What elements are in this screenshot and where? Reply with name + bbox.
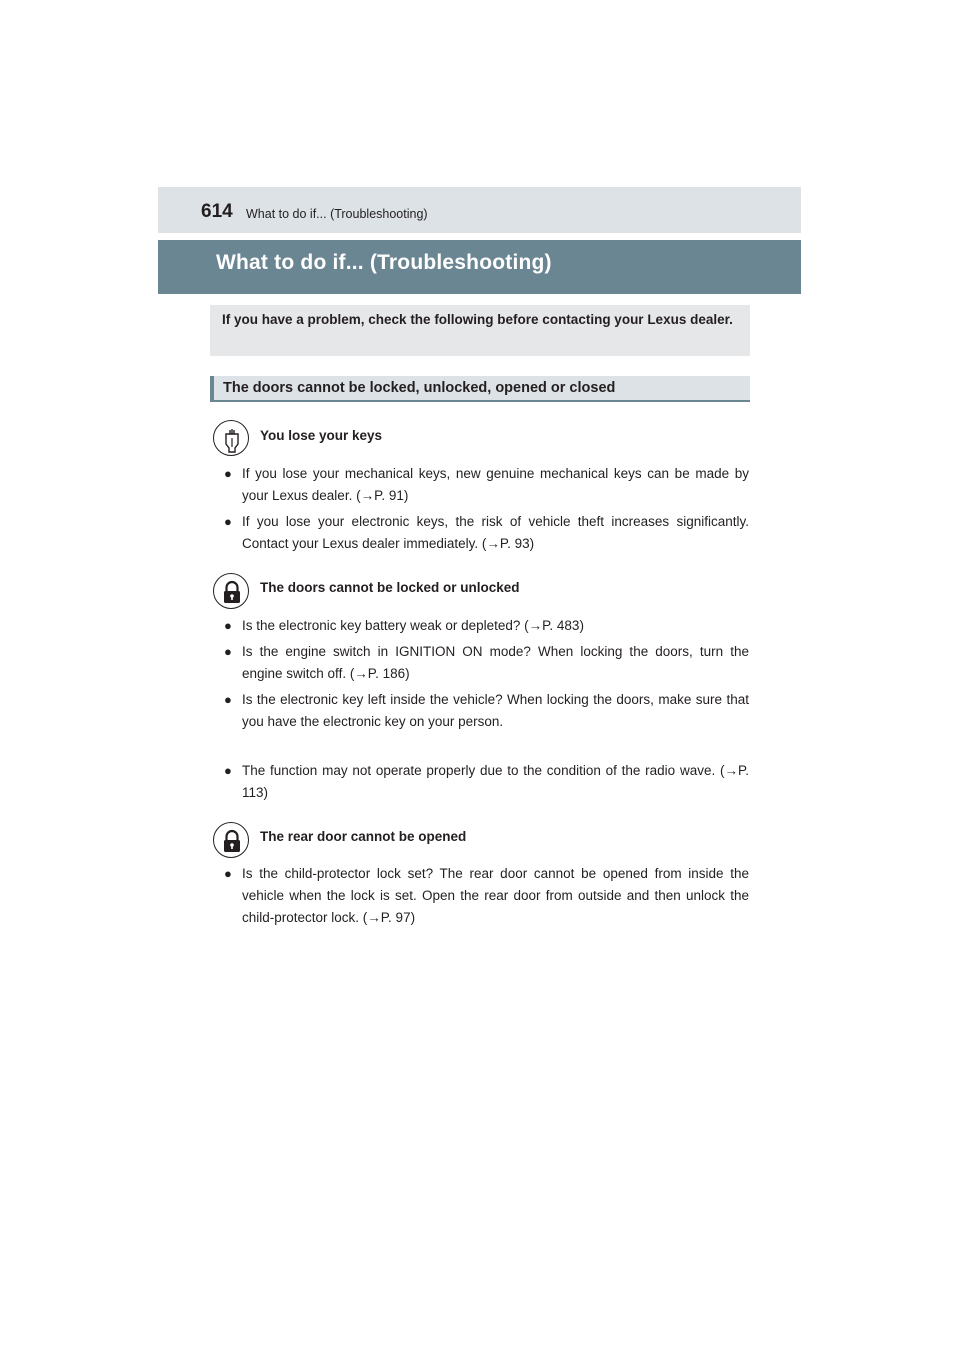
list-item: ● Is the electronic key left inside the vehicle? When locking the doors, make sure that you have the electronic key on your person. xyxy=(224,689,749,733)
subsection-heading: The doors cannot be locked or unlocked xyxy=(260,580,520,595)
subsection-heading: The rear door cannot be opened xyxy=(260,829,467,844)
key-icon xyxy=(213,420,249,456)
running-title: What to do if... (Troubleshooting) xyxy=(246,207,428,221)
section-heading: The doors cannot be locked, unlocked, opened or closed xyxy=(223,380,616,396)
page-number: 614 xyxy=(201,201,233,222)
bullet-icon: ● xyxy=(224,618,232,633)
page-title: What to do if... (Troubleshooting) xyxy=(216,251,552,274)
section-heading-bar xyxy=(210,376,750,402)
list-item: ● Is the electronic key battery weak or depleted? (→P. 483) xyxy=(224,615,749,637)
bullet-icon: ● xyxy=(224,514,232,529)
bullet-icon: ● xyxy=(224,644,232,659)
bullet-icon: ● xyxy=(224,466,232,481)
list-item: ● Is the child-protector lock set? The rear door cannot be opened from inside the vehicle when the lock is set. Open the rear door from outside and then unlock the child-protector lock. (→P. 97) xyxy=(224,863,749,929)
bullet-icon: ● xyxy=(224,692,232,707)
bullet-icon: ● xyxy=(224,866,232,881)
lock-icon xyxy=(213,573,249,609)
intro-box: If you have a problem, check the following before contacting your Lexus dealer. xyxy=(210,305,750,356)
subsection-heading: You lose your keys xyxy=(260,428,383,443)
list-item: ● If you lose your mechanical keys, new genuine mechanical keys can be made by your Lexus dealer. (→P. 91) xyxy=(224,463,749,507)
bullet-icon: ● xyxy=(224,763,232,778)
list-item: ● The function may not operate properly due to the condition of the radio wave. (→P. 113) xyxy=(224,760,749,804)
lock-icon xyxy=(213,822,249,858)
page-title-bar xyxy=(158,240,801,294)
running-header xyxy=(158,187,801,233)
list-item: ● Is the engine switch in IGNITION ON mode? When locking the doors, turn the engine switch off. (→P. 186) xyxy=(224,641,749,685)
list-item: ● If you lose your electronic keys, the risk of vehicle theft increases significantly. Contact your Lexus dealer immediately. (→P. 93) xyxy=(224,511,749,555)
